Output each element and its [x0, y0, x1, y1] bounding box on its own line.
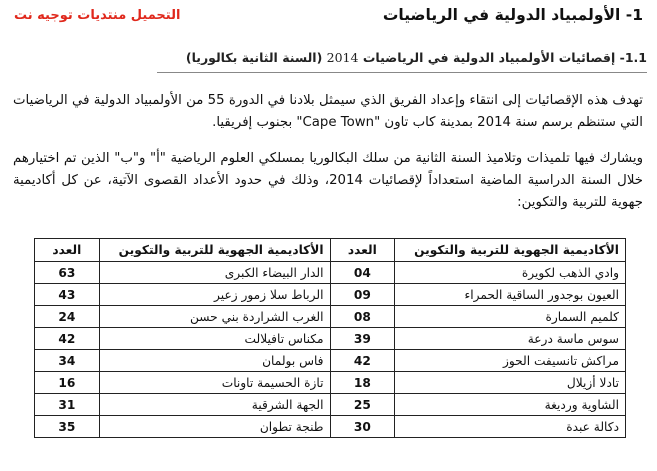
academy-count: 35 — [35, 416, 100, 438]
academy-name: الرباط سلا زمور زعير — [99, 284, 330, 306]
table-row — [35, 350, 626, 372]
academy-name: الدار البيضاء الكبرى — [99, 262, 330, 284]
academy-count: 42 — [330, 350, 395, 372]
subsection-number: 1.1- — [619, 50, 647, 65]
table-row — [35, 306, 626, 328]
academy-name: فاس بولمان — [99, 350, 330, 372]
academy-count: 04 — [330, 262, 395, 284]
academy-count: 63 — [35, 262, 100, 284]
header-count-2: العدد — [35, 239, 100, 262]
table-row — [35, 328, 626, 350]
table-row — [35, 416, 626, 438]
academy-name: كلميم السمارة — [395, 306, 626, 328]
paragraph-participants: ويشارك فيها تلميذات وتلاميذ السنة الثانية من سلك البكالوريا بمسلكي العلوم الرياضية "أ" و"ب" الذين تم اختيارهم خلال السنة الدراسية الماضية استعداداً لإقصائيات 2014، وذلك في حدود الأعداد القصوى الآتية، عن كل أكاديمية جهوية للتربية والتكوين: — [13, 151, 643, 210]
academy-name: وادي الذهب لكويرة — [395, 262, 626, 284]
academy-count: 18 — [330, 372, 395, 394]
paragraph-intro: تهدف هذه الإقصائيات إلى انتقاء وإعداد الفريق الذي سيمثل بلادنا في الدورة 55 من الأولمبياد الدولية في الرياضيات التي ستنظم برسم سنة 2014 بمدينة كاب تاون "Cape Town" بجنوب إفريقيا. — [13, 93, 643, 130]
table-header-row — [35, 239, 626, 262]
subsection-title-text: إقصائيات الأولمبياد الدولية في الرياضيات — [362, 50, 616, 65]
academy-name: تادلا أزيلال — [395, 372, 626, 394]
academy-name: العيون بوجدور الساقية الحمراء — [395, 284, 626, 306]
table-row — [35, 262, 626, 284]
subsection-qualifier: (السنة الثانية بكالوريا) — [185, 50, 323, 65]
academy-count: 30 — [330, 416, 395, 438]
academy-count: 16 — [35, 372, 100, 394]
academy-count: 39 — [330, 328, 395, 350]
table-row — [35, 284, 626, 306]
academy-count: 42 — [35, 328, 100, 350]
academy-count: 31 — [35, 394, 100, 416]
header-academy-1: الأكاديمية الجهوية للتربية والتكوين — [395, 239, 626, 262]
academy-name: الغرب الشراردة بني حسن — [99, 306, 330, 328]
header-academy-2: الأكاديمية الجهوية للتربية والتكوين — [99, 239, 330, 262]
academy-name: طنجة تطوان — [99, 416, 330, 438]
academy-quota-table — [34, 238, 626, 438]
academy-count: 34 — [35, 350, 100, 372]
academy-name: الجهة الشرقية — [99, 394, 330, 416]
academy-count: 25 — [330, 394, 395, 416]
academy-count: 08 — [330, 306, 395, 328]
watermark-text: التحميل منتديات توجيه نت — [14, 8, 181, 23]
academy-name: دكالة عبدة — [395, 416, 626, 438]
academy-name: مكناس تافيلالت — [99, 328, 330, 350]
subsection-title — [186, 48, 647, 68]
section-title: 1- الأولمبياد الدولية في الرياضيات — [382, 6, 643, 24]
academy-name: سوس ماسة درعة — [395, 328, 626, 350]
academy-name: تازة الحسيمة تاونات — [99, 372, 330, 394]
academy-count: 09 — [330, 284, 395, 306]
subsection-year: 2014 — [326, 50, 359, 65]
subsection-underline — [157, 72, 647, 73]
academy-name: مراكش تانسيفت الحوز — [395, 350, 626, 372]
table-row — [35, 394, 626, 416]
academy-count: 24 — [35, 306, 100, 328]
header-count-1: العدد — [330, 239, 395, 262]
academy-count: 43 — [35, 284, 100, 306]
table-row — [35, 372, 626, 394]
academy-name: الشاوية ورديغة — [395, 394, 626, 416]
